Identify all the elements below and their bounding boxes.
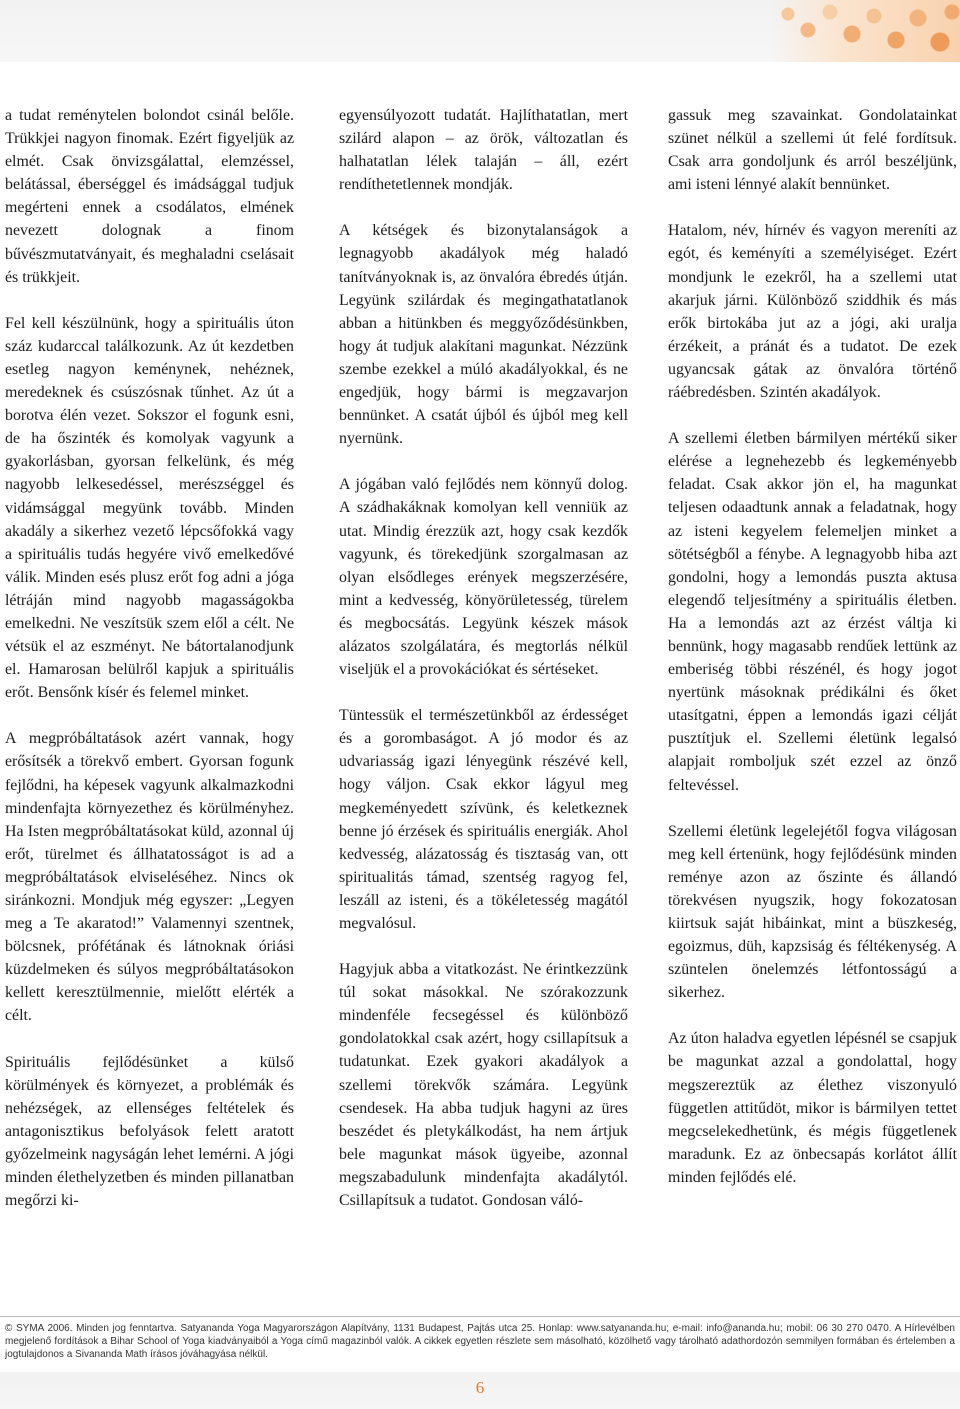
paragraph: Hatalom, név, hírnév és vagyon mereníti az egót, és keményíti a személyiséget. Ezért mondjunk le ezekről, ha a szellemi utat akarjuk járni. Különböző sziddhik és más erők birtokába jut az a jógi, aki uralja érzékeit, a pránát és a tudatot. De ezek ugyancsak gátak az önvalóra történő ráébredésben. Szintén akadályok. (668, 222, 957, 402)
paragraph: a tudat reménytelen bolondot csinál belőle. Trükkjei nagyon finomak. Ezért figyeljük az elmét. Csak önvizsgálattal, elemzéssel, belátással, éberséggel és imádsággal tudjuk megérteni ennek a csodálatos, elmének nevezett dolognak a finom bűvészmutatványait, és meghaladni cselásait és trükkjeit. (5, 107, 294, 286)
text-column-1 (5, 104, 294, 1235)
paragraph: Fel kell készülnünk, hogy a spirituális úton száz kudarccal találkozunk. Az út kezdetben esetleg nagyon keménynek, nehéznek, meredeknek és csúszósnak tűnhet. Az út a borotva élén vezet. Sokszor el fogunk esni, de ha őszinték és komolyak vagyunk a gyakorlásban, gyorsan felkelünk, és még nagyobb lelkesedéssel, merészséggel és vidámsággal megyünk tovább. Minden akadály a sikerhez vezető lépcsőfokká vagy a spirituális tudás hegyére vivő emelkedővé válik. Minden esés plusz erőt fog adni a jóga létráján mind nagyobb magasságokba emelkedni. Ne veszítsük szem elől a célt. Ne vétsük el az eszményt. Ne bátortalanodjunk el. Hamarosan belülről kapjuk a spirituális erőt. Bensőnk kísér és felemel minket. (5, 314, 294, 702)
paragraph: Szellemi életünk legelejétől fogva világosan meg kell értenünk, hogy fejlődésünk minden reménye azon az őszinte és állandó törekvésen nyugszik, hogy fokozatosan kiirtsuk saját hibáinkat, mint a büszkeség, egoizmus, düh, kapzsiság és féltékenység. A szüntelen önelemzés létfontosságú a sikerhez. (668, 822, 957, 1002)
paragraph: egyensúlyozott tudatát. Hajlíthatatlan, mert szilárd alapon – az örök, változatlan és halhatatlan lélek talaján – áll, ezért rendíthetetlennek mondják. (339, 107, 628, 194)
decorative-ornament (770, 0, 960, 62)
paragraph: A megpróbáltatások azért vannak, hogy erősítsék a törekvő embert. Gyorsan fogunk fejlődni, ha képesek vagyunk alkalmazkodni mindenfajta környezethez és körülményhez. Ha Isten megpróbáltatásokat küld, azonnal új erőt, türelmet és állhatatosságot is ad a megpróbáltatások elviseléséhez. Nincs ok siránkozni. Mondjuk még egyszer: „Legyen meg a Te akaratod!” Valamennyi szentnek, bölcsnek, prófétának és látnoknak óriási küzdelmeken és súlyos megpróbáltatásokon kellett keresztülmennie, mielőtt elérték a célt. (5, 730, 294, 1025)
paragraph: A szellemi életben bármilyen mértékű siker elérése a legnehezebb és legkeményebb feladat. Csak akkor jön el, ha magunkat teljesen odaadtunk annak a feladatnak, hogy az isteni kegyelem felemeljen minket a sötétségből a fénybe. A legnagyobb hiba azt gondolni, hogy a lemondás puszta aktusa elegendő teljesítmény a spirituális életben. Ha a lemondás azt az érzést váltja ki bennünk, hogy magasabb rendűek lettünk az emberiség többi részénél, és hogy jogot nyertünk másoknak prédikálni és őket utasítgatni, éppen a lemondás igazi célját pusztítjuk el. Szellemi életünk legalsó alapjait romboljuk szét ezzel az önző feltevéssel. (668, 430, 957, 794)
paragraph: A kétségek és bizonytalanságok a legnagyobb akadályok még haladó tanítványoknak is, az önvalóra ébredés útján. Legyünk szilárdak és megingathatatlanok abban a hitünkben és meggyőződésünkben, hogy át tudjuk alakítani magunkat. Nézzünk szembe ezekkel a múló akadályokkal, és ne engedjük, hogy bármi is megzavarjon bennünket. A csatát újból és újból meg kell nyernünk. (339, 222, 628, 448)
footer-divider (0, 1316, 960, 1317)
paragraph: A jógában való fejlődés nem könnyű dolog. A szádhakáknak komolyan kell venniük az utat. Mindig érezzük azt, hogy csak kezdők vagyunk, és törekedjünk szorgalmasan az olyan elsődleges erények megszerzésére, mint a kedvesség, könyörületesség, türelem és megbocsátás. Legyünk készek mások alázatos szolgálatára, és megtorlás nélkül viseljük el a provokációkat és sértéseket. (339, 476, 628, 679)
paragraph: Hagyjuk abba a vitatkozást. Ne érintkezzünk túl sokat másokkal. Ne szórakozzunk mindenféle fecsegéssel és különböző gondolatokkal csak azért, hogy csillapítsuk a tudatunkat. Ezek gyakori akadályok a szellemi törekvők számára. Legyünk csendesek. Ha abba tudjuk hagyni az üres beszédet és pletykálkodást, ha nem ártjuk bele magunkat mások ügyeibe, azonnal megszabadulunk mindenfajta akadálytól. Csillapítsuk a tudatot. Gondosan váló- (339, 961, 628, 1210)
page-number: 6 (475, 1378, 485, 1397)
text-column-2 (339, 104, 628, 1235)
copyright-notice: © SYMA 2006. Minden jog fenntartva. Satyananda Yoga Magyarországon Alapítvány, 1131 Budapest, Pajtás utca 25. Honlap: www.satyananda.hu; e-mail: info@ananda.hu; mobil: 06 30 270 0470. A Hírlevélben megjelenő fordítások a Bihar School of Yoga kiadványaiból a Yoga című magazinból valók. A cikkek egyetlen részlete sem másolható, közölhető vagy tárolható adathordozón semmilyen formában és értelemben a jogtulajdonos a Sivananda Math írásos jóváhagyása nélkül. (5, 1323, 955, 1360)
paragraph: Spirituális fejlődésünket a külső körülmények és környezet, a problémák és nehézségek, az ellenséges feltételek és antagonisztikus befolyások felett aratott győzelmeink nagyságán lehet lemérni. A jógi minden élethelyzetben és minden pillanatban megőrzi ki- (5, 1053, 294, 1210)
paragraph: Az úton haladva egyetlen lépésnél se csapjuk be magunkat azzal a gondolattal, hogy megszereztük az élethez viszonyuló független attitűdöt, mikor is bármilyen tettet megcselekedhetünk, és mégis függetlenek maradunk. Ez az önbecsapás korlátot állít minden fejlődés elé. (668, 1030, 957, 1186)
paragraph: gassuk meg szavainkat. Gondolatainkat szünet nélkül a szellemi út felé fordítsuk. Csak arra gondoljunk és arról beszéljünk, ami isteni lénnyé alakít bennünket. (668, 107, 957, 194)
paragraph: Tüntessük el természetünkből az érdességet és a gorombaságot. A jó modor és az udvariasság igazi lényegünk részévé kell, hogy váljon. Csak ekkor lágyul meg megkeményedett szívünk, és keletkeznek benne jó érzések és spirituális energiák. Ahol kedvesség, alázatosság és tisztaság van, ott spiritualitás támad, szentség ragyog fel, leszáll az isteni, és a tökéletesség magától megvalósul. (339, 707, 628, 932)
text-column-3 (668, 104, 957, 1212)
header-band (0, 0, 960, 62)
